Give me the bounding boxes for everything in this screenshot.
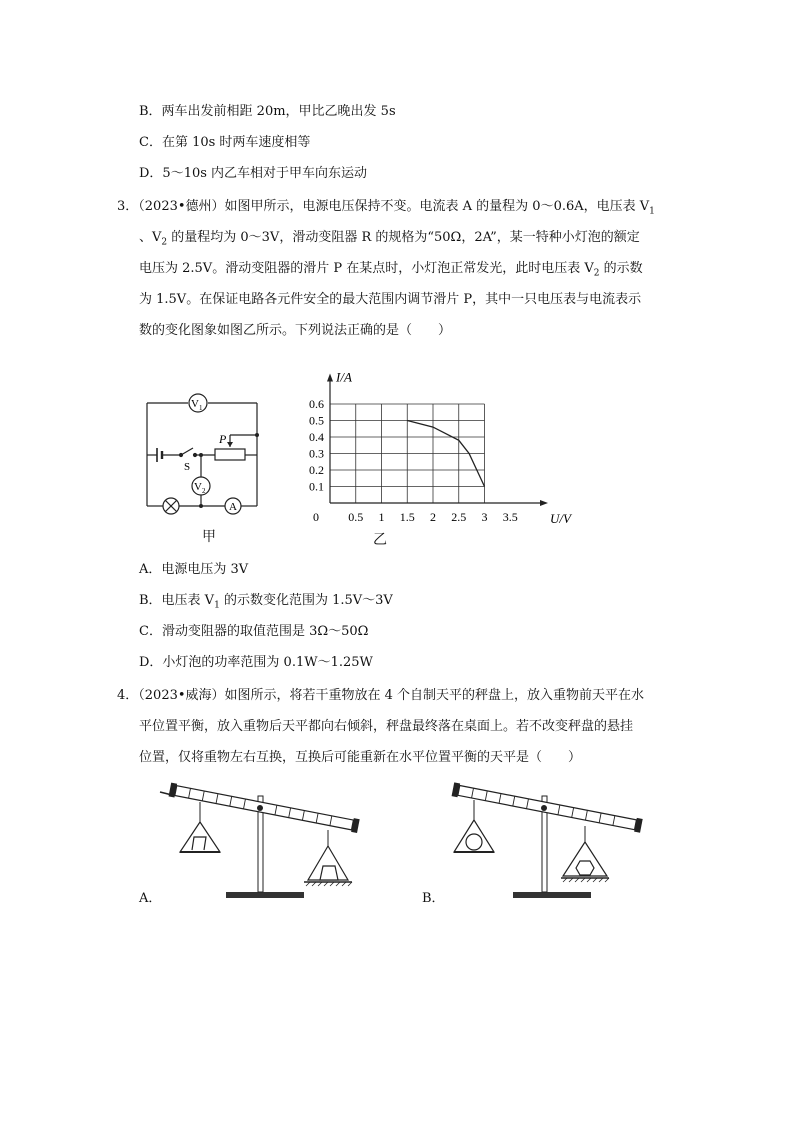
y-tick-label: 0.2 [309, 463, 324, 477]
y-axis-arrow [327, 374, 333, 382]
balance-b-label: B． [422, 891, 445, 906]
q3-option-a: A．电源电压为 3V [139, 562, 249, 577]
q3-option-c: C．滑动变阻器的取值范围是 3Ω～50Ω [139, 624, 369, 639]
y-tick-label: 0.3 [309, 446, 324, 461]
x-axis-label: U/V [550, 511, 571, 526]
iv-chart [290, 345, 571, 530]
balance-a-figure [160, 782, 365, 907]
q3-stem-line1: 3．（2023•德州）如图甲所示，电源电压保持不变。电流表 A 的量程为 0～0.6A，电压表 $V_1$ [117, 199, 655, 217]
q3-stem-line2: 、$V_2$ 的量程均为 0～3V，滑动变阻器 R 的规格为“50Ω，2A”，某一特种小灯泡的额定 [139, 230, 640, 248]
switch-label: S [184, 461, 191, 473]
q4-stem-line3: 位置，仅将重物左右互换，互换后可能重新在水平位置平衡的天平是（ ） [139, 750, 582, 765]
q4-stem-line2: 平位置平衡，放入重物后天平都向右倾斜，秤盘最终落在桌面上。若不改变秤盘的悬挂 [139, 719, 634, 734]
fig-jia-caption: 甲 [202, 529, 216, 545]
y-tick-label: 0.1 [309, 479, 324, 494]
q2-option-c: C．在第 10s 时两车速度相等 [139, 135, 311, 150]
balance-a-label: A． [139, 891, 162, 906]
x-tick-label: 1 [378, 510, 385, 524]
v2-label: $V_2$ [194, 481, 206, 495]
q3-stem-line5: 数的变化图象如图乙所示。下列说法正确的是（ ） [139, 323, 452, 338]
fig-yi-caption: 乙 [373, 532, 387, 548]
y-tick-label: 0.4 [309, 430, 324, 444]
ammeter-label: A [229, 501, 237, 513]
x-tick-label: 3 [481, 510, 488, 524]
x-tick-label: 0 [313, 510, 319, 524]
q3-stem-line3: 电压为 2.5V。滑动变阻器的滑片 P 在某点时，小灯泡正常发光，此时电压表 $V_2$ 的示数 [139, 261, 643, 279]
x-tick-label: 0.5 [348, 510, 364, 524]
q3-option-d: D．小灯泡的功率范围为 0.1W～1.25W [139, 655, 373, 670]
y-axis-label: I/A [336, 369, 352, 385]
x-tick-label: 1.5 [399, 510, 415, 524]
y-tick-label: 0.5 [309, 413, 324, 428]
q2-option-b: B．两车出发前相距 20m，甲比乙晚出发 5s [139, 104, 396, 119]
v1-label: $V_1$ [191, 398, 203, 412]
x-tick-label: 3.5 [502, 510, 518, 524]
x-tick-label: 2.5 [451, 510, 467, 524]
balance-b-figure [447, 782, 652, 907]
x-axis-arrow [540, 500, 548, 506]
q3-stem-line4: 为 1.5V。在保证电路各元件安全的最大范围内调节滑片 P，其中一只电压表与电流表示 [139, 292, 642, 307]
y-tick-label: 0.6 [309, 397, 324, 411]
circuit-diagram [135, 385, 270, 520]
slider-label: P [219, 432, 227, 446]
q3-option-b: B．电压表 $V_1$ 的示数变化范围为 1.5V～3V [139, 593, 393, 611]
x-tick-label: 2 [430, 510, 436, 524]
q4-stem-line1: 4．（2023•威海）如图所示，将若干重物放在 4 个自制天平的秤盘上，放入重物前天平在水 [117, 688, 645, 703]
q2-option-d: D．5～10s 内乙车相对于甲车向东运动 [139, 166, 368, 181]
